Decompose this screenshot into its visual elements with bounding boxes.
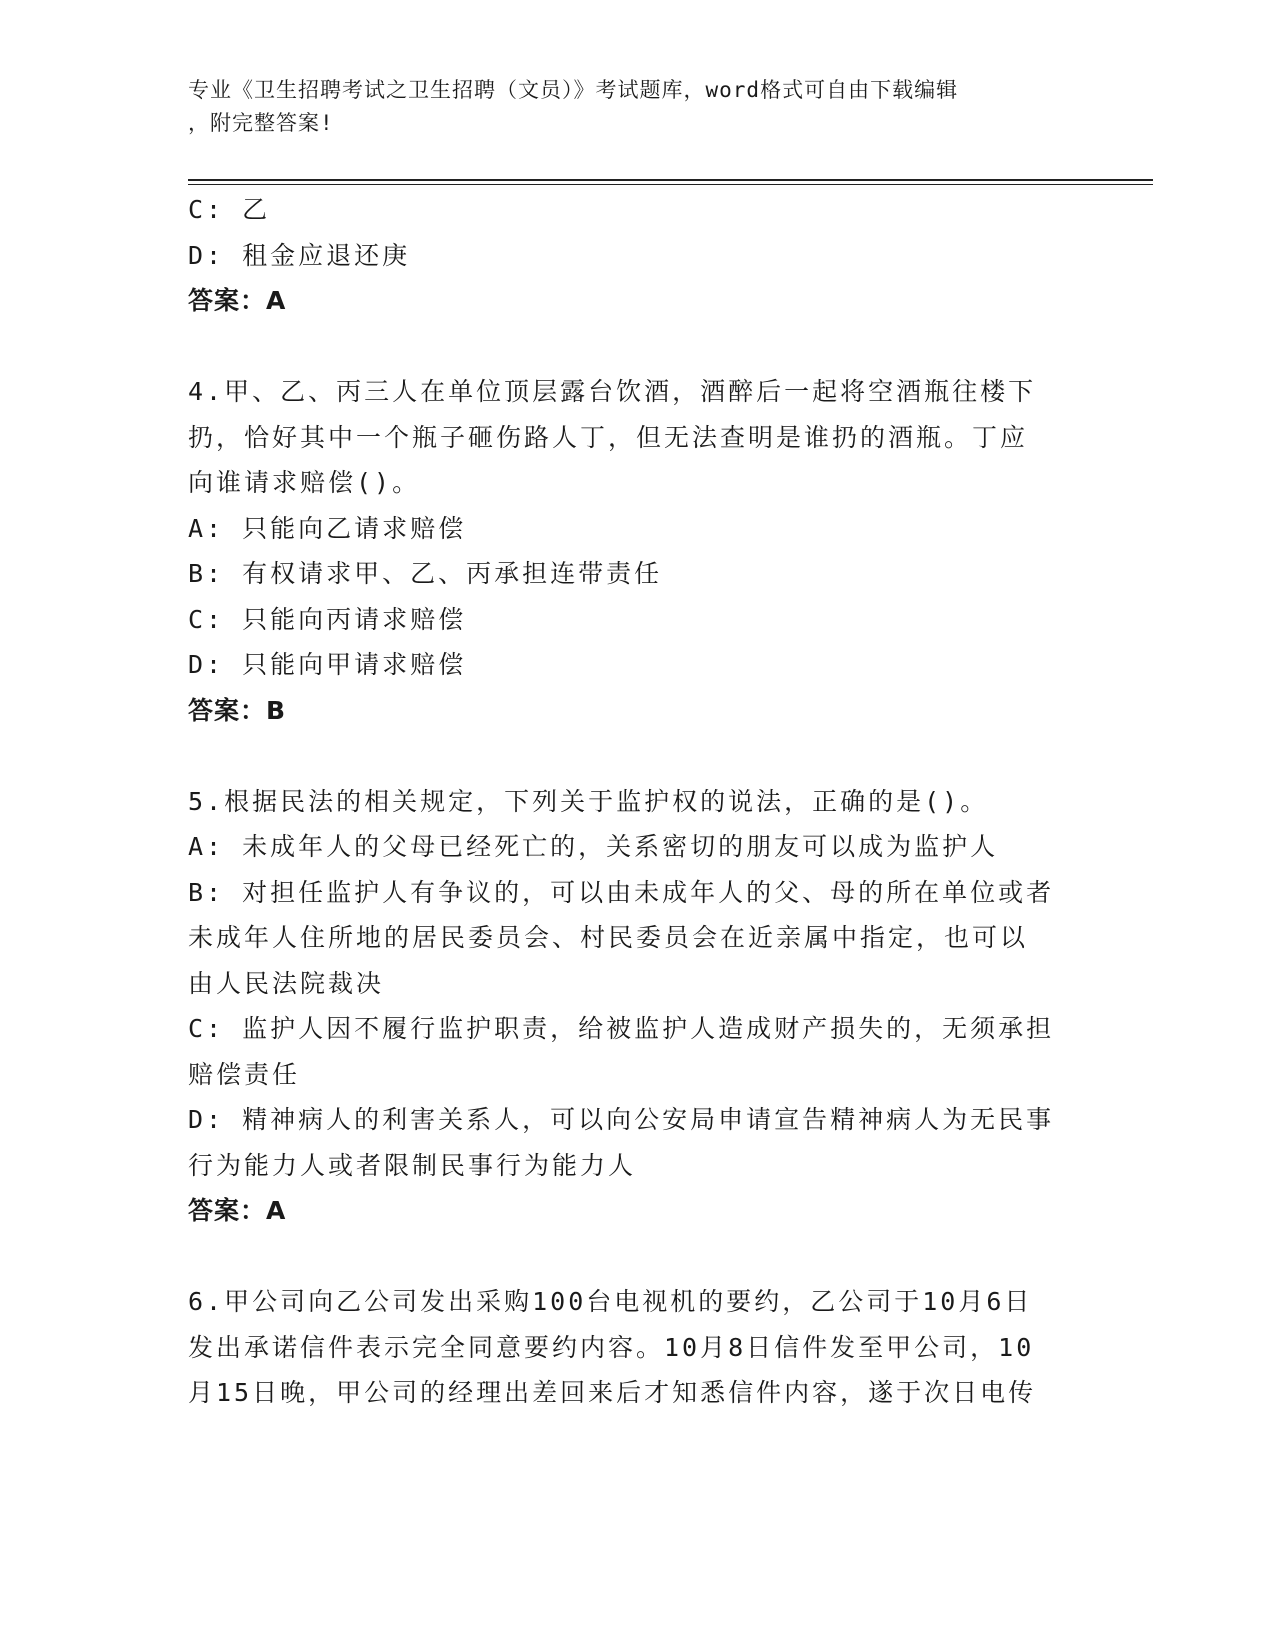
question-stem: 发出承诺信件表示完全同意要约内容。10月8日信件发至甲公司，10 [188, 1332, 1035, 1362]
header-rule-thick [188, 179, 1153, 181]
spacer [188, 733, 1068, 779]
page-header [188, 74, 1068, 140]
question-6 [188, 1279, 1068, 1416]
question-stem: 6.甲公司向乙公司发出采购100台电视机的要约，乙公司于10月6日 [188, 1287, 1033, 1316]
answer: 答案：A [188, 1196, 287, 1225]
header-rule-thin [188, 184, 1153, 185]
option-c: C: 乙 [188, 195, 271, 224]
answer: 答案：B [188, 695, 287, 725]
option-d-cont: 行为能力人或者限制民事行为能力人 [188, 1150, 637, 1180]
header-line-2: ，附完整答案! [188, 111, 334, 135]
header-line-1: 专业《卫生招聘考试之卫生招聘（文员）》考试题库，word格式可自由下载编辑 [188, 78, 959, 102]
option-b-cont: 未成年人住所地的居民委员会、村民委员会在近亲属中指定，也可以 [188, 923, 1029, 952]
question-stem: 4.甲、乙、丙三人在单位顶层露台饮酒，酒醉后一起将空酒瓶往楼下 [188, 377, 1037, 406]
prev-question [188, 187, 1068, 324]
option-d: D: 精神病人的利害关系人，可以向公安局申请宣告精神病人为无民事 [188, 1105, 1055, 1134]
question-5 [188, 779, 1068, 1234]
question-stem: 月15日晚，甲公司的经理出差回来后才知悉信件内容，遂于次日电传 [188, 1378, 1037, 1407]
option-d: D: 只能向甲请求赔偿 [188, 650, 467, 679]
option-a: A: 只能向乙请求赔偿 [188, 513, 467, 543]
spacer [188, 324, 1068, 370]
option-c: C: 只能向丙请求赔偿 [188, 604, 467, 634]
question-stem: 5.根据民法的相关规定，下列关于监护权的说法，正确的是()。 [188, 786, 989, 816]
question-stem: 扔，恰好其中一个瓶子砸伤路人丁，但无法查明是谁扔的酒瓶。丁应 [188, 422, 1029, 452]
answer: 答案：A [188, 286, 287, 315]
question-stem: 向谁请求赔偿()。 [188, 468, 421, 497]
option-c: C: 监护人因不履行监护职责，给被监护人造成财产损失的，无须承担 [188, 1014, 1055, 1043]
option-a: A: 未成年人的父母已经死亡的，关系密切的朋友可以成为监护人 [188, 832, 999, 861]
spacer [188, 1234, 1068, 1280]
option-d: D: 租金应退还庚 [188, 240, 411, 270]
document-body [188, 187, 1068, 1416]
option-b: B: 有权请求甲、乙、丙承担连带责任 [188, 559, 663, 588]
option-b: B: 对担任监护人有争议的，可以由未成年人的父、母的所在单位或者 [188, 877, 1055, 907]
question-4 [188, 369, 1068, 733]
option-c-cont: 赔偿责任 [188, 1059, 301, 1089]
option-b-cont: 由人民法院裁决 [188, 968, 385, 998]
